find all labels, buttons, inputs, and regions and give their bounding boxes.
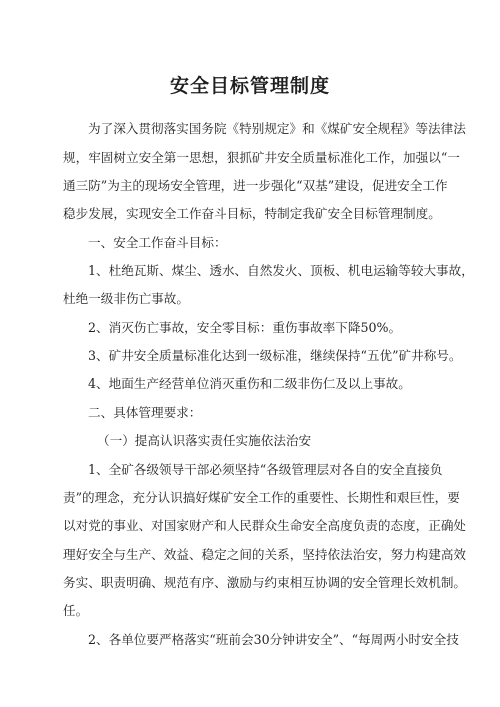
section-heading: 一、安全工作奋斗目标：: [88, 235, 227, 250]
list-item: 3、矿井安全质量标准化达到一级标准，继续保持“五优”矿井称号。: [88, 348, 462, 363]
list-item: 1、杜绝瓦斯、煤尘、透水、自然发火、顶板、机电运输等较大事故，: [88, 263, 474, 278]
paragraph-line: 为了深入贯彻落实国务院《特别规定》和《煤矿安全规程》等法律法: [88, 121, 466, 136]
paragraph-line: 稳步发展，实现安全工作奋斗目标，特制定我矿安全目标管理制度。: [63, 206, 441, 221]
paragraph-line: 理好安全与生产、效益、稳定之间的关系，坚持依法治安，努力构建高效: [63, 547, 466, 562]
subsection-heading: （一）提高认识落实责任实施依法治安: [97, 433, 312, 448]
section-heading: 二、具体管理要求：: [88, 405, 202, 420]
paragraph-line: 1、全矿各级领导干部必须坚持“各级管理层对各自的安全直接负: [88, 462, 443, 477]
list-item-continuation: 杜绝一级非伤亡事故。: [63, 291, 189, 306]
document-title: 安全目标管理制度: [169, 74, 330, 97]
paragraph-line: 务实、职责明确、规范有序、激励与约束相互协调的安全管理长效机制。: [63, 575, 466, 590]
paragraph-line: 2、各单位要严格落实“班前会30分钟讲安全”、“每周两小时安全技: [88, 632, 459, 647]
paragraph-line: 任。: [63, 603, 89, 618]
list-item: 2、消灭伤亡事故，安全零目标：重伤事故率下降50%。: [88, 320, 402, 335]
paragraph-line: 以对党的事业、对国家财产和人民群众生命安全高度负责的态度，正确处: [63, 518, 466, 533]
paragraph-line: 通三防”为主的现场安全管理，进一步强化“双基”建设，促进安全工作: [63, 178, 448, 193]
list-item: 4、地面生产经营单位消灭重伤和二级非伤仁及以上事故。: [88, 376, 411, 391]
paragraph-line: 责”的理念，充分认识搞好煤矿安全工作的重要性、长期性和艰巨性，要: [63, 490, 460, 505]
paragraph-line: 规，牢固树立安全第一思想，狠抓矿井安全质量标准化工作，加强以“一: [63, 150, 460, 165]
